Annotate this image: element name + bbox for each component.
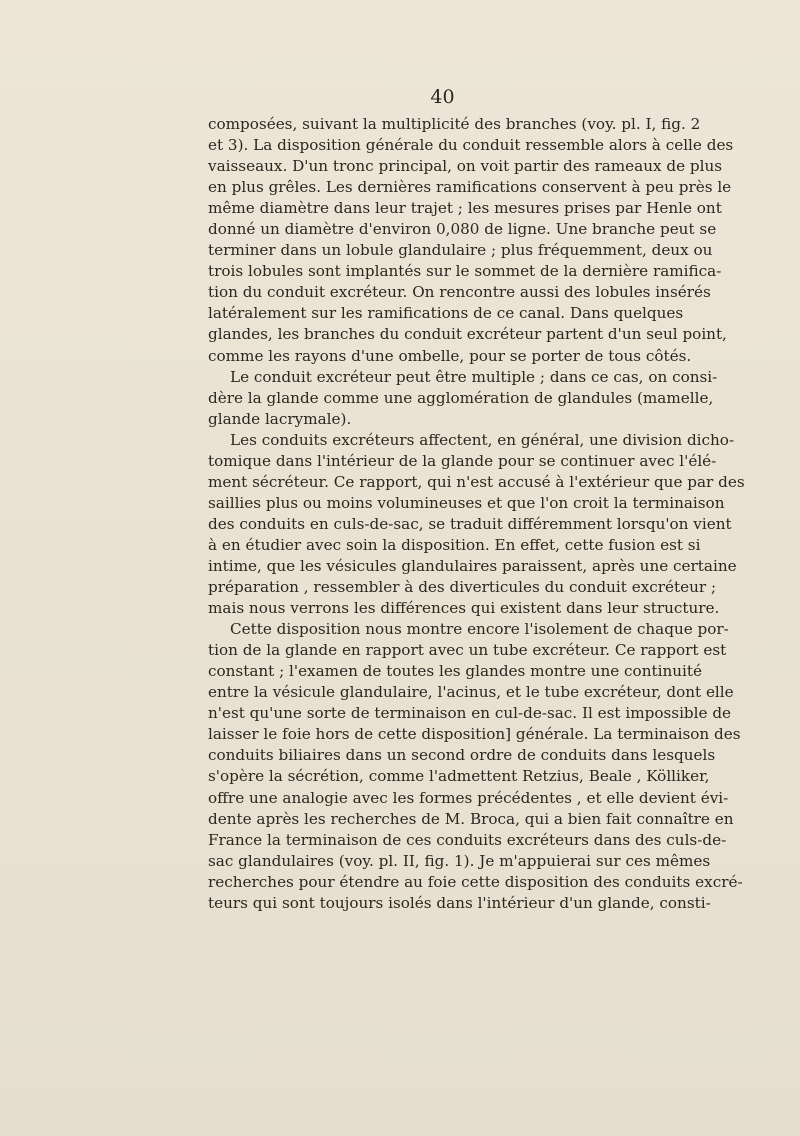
text-line: teurs qui sont toujours isolés dans l'intérieur d'un glande, consti- [208,893,711,912]
paragraph [208,367,718,430]
text-line: tion de la glande en rapport avec un tube excréteur. Ce rapport est [208,641,727,660]
text-line: entre la vésicule glandulaire, l'acinus, et le tube excréteur, dont elle [208,683,734,702]
text-line: offre une analogie avec les formes précédentes , et elle devient évi- [208,788,729,807]
text-line: laisser le foie hors de cette disposition] générale. La terminaison des [208,725,741,744]
text-line: s'opère la sécrétion, comme l'admettent Retzius, Beale , Kölliker, [208,767,710,786]
text-line: intime, que les vésicules glandulaires paraissent, après une certaine [208,556,737,575]
text-line: conduits biliaires dans un second ordre de conduits dans lesquels [208,746,716,765]
text-line: glande lacrymale). [208,409,352,428]
text-line: Cette disposition nous montre encore l'isolement de chaque por- [230,620,729,639]
text-line: vaisseaux. D'un tronc principal, on voit partir des rameaux de plus [208,157,723,176]
text-line: recherches pour étendre au foie cette disposition des conduits excré- [208,872,743,891]
page-number: 40 [430,86,455,108]
text-line: et 3). La disposition générale du conduit ressemble alors à celle des [208,136,734,155]
text-line: à en étudier avec soin la disposition. En effet, cette fusion est si [208,535,701,554]
paragraph [208,114,734,367]
text-line: donné un diamètre d'environ 0,080 de ligne. Une branche peut se [208,220,717,239]
text-line: dère la glande comme une agglomération de glandules (mamelle, [208,388,714,407]
text-line: trois lobules sont implantés sur le sommet de la dernière ramifica- [208,262,722,281]
paragraph [208,619,743,914]
text-line: glandes, les branches du conduit excréteur partent d'un seul point, [208,325,727,344]
text-line: France la terminaison de ces conduits excréteurs dans des culs-de- [208,830,727,849]
text-line: préparation , ressembler à des diverticules du conduit excréteur ; [208,578,717,597]
text-line: tion du conduit excréteur. On rencontre aussi des lobules insérés [208,283,711,302]
text-line: tomique dans l'intérieur de la glande pour se continuer avec l'élé- [208,451,717,470]
body-text [208,114,745,914]
text-line: mais nous verrons les différences qui existent dans leur structure. [208,599,720,618]
text-line: dente après les recherches de M. Broca, qui a bien fait connaître en [208,809,734,828]
text-line: des conduits en culs-de-sac, se traduit différemment lorsqu'on vient [208,514,732,533]
text-line: ment sécréteur. Ce rapport, qui n'est accusé à l'extérieur que par des [208,472,745,491]
text-line: même diamètre dans leur trajet ; les mesures prises par Henle ont [208,199,722,218]
text-line: sac glandulaires (voy. pl. II, fig. 1). Je m'appuierai sur ces mêmes [208,851,711,870]
text-line: terminer dans un lobule glandulaire ; plus fréquemment, deux ou [208,241,713,260]
text-line: composées, suivant la multiplicité des branches (voy. pl. I, fig. 2 [208,115,701,133]
text-line: en plus grêles. Les dernières ramifications conservent à peu près le [208,178,732,197]
text-line: saillies plus ou moins volumineuses et que l'on croit la terminaison [208,493,725,512]
text-line: Le conduit excréteur peut être multiple ; dans ce cas, on consi- [230,367,718,386]
text-line: latéralement sur les ramifications de ce canal. Dans quelques [208,304,684,323]
text-line: comme les rayons d'une ombelle, pour se porter de tous côtés. [208,346,692,365]
text-line: constant ; l'examen de toutes les glandes montre une continuité [208,662,702,681]
text-line: Les conduits excréteurs affectent, en général, une division dicho- [230,430,735,449]
text-line: n'est qu'une sorte de terminaison en cul-de-sac. Il est impossible de [208,704,732,723]
paragraph [208,430,745,619]
